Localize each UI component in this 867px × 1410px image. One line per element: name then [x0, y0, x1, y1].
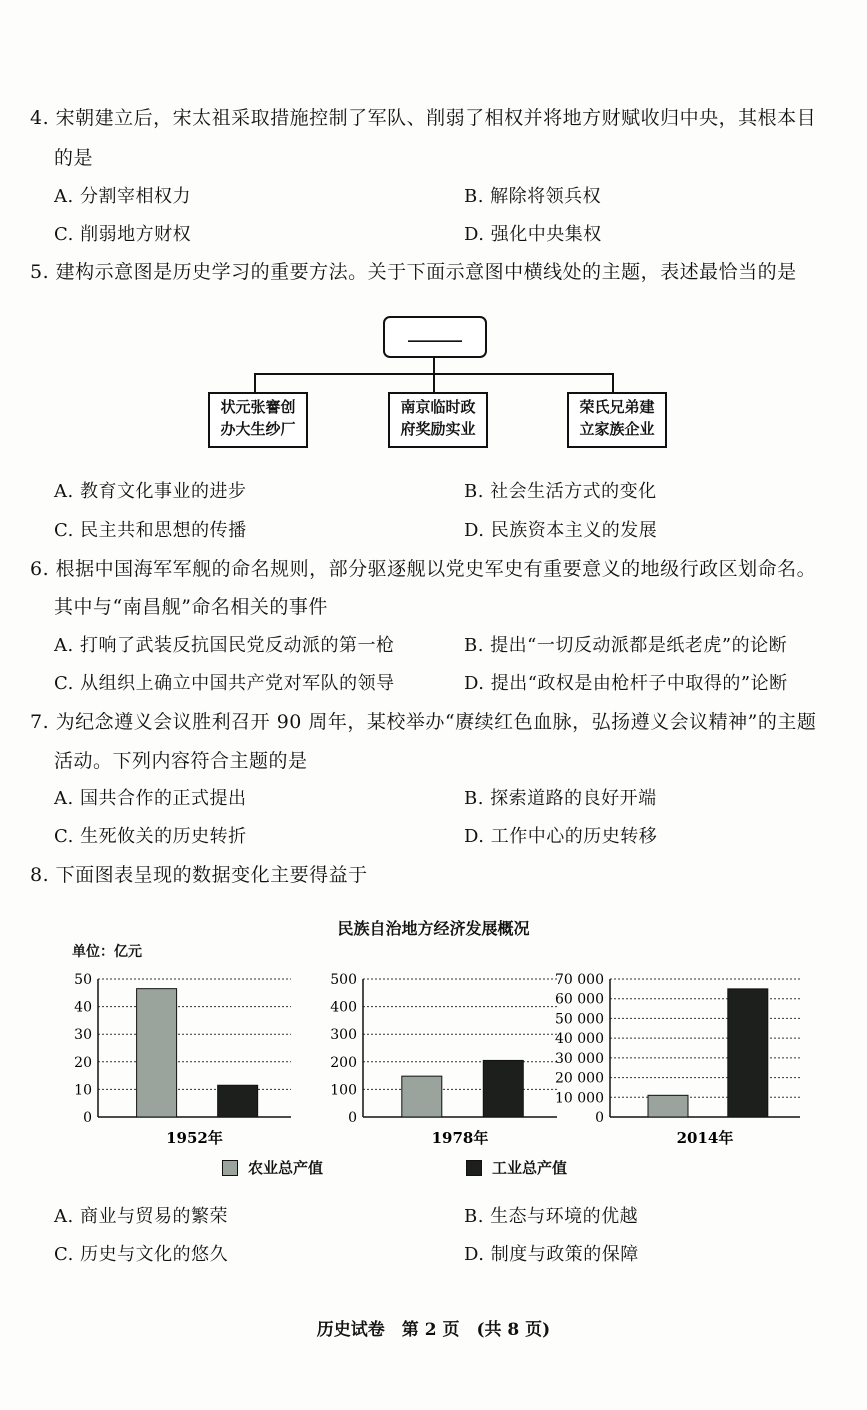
q7-option-a: A. 国共合作的正式提出 [54, 788, 247, 809]
q4-option-a: A. 分割宰相权力 [54, 186, 191, 207]
q8-option-b: B. 生态与环境的优越 [464, 1206, 639, 1227]
q6-option-b: B. 提出“一切反动派都是纸老虎”的论断 [464, 635, 788, 656]
q5-option-c: C. 民主共和思想的传播 [54, 520, 247, 541]
q4-stem-line1: 4. 宋朝建立后，宋太祖采取措施控制了军队、削弱了相权并将地方财赋收归中央，其根本目 [30, 107, 817, 129]
y-tick-label: 60 000 [555, 991, 604, 1008]
q7-option-b: B. 探索道路的良好开端 [464, 788, 657, 809]
q4-option-c: C. 削弱地方财权 [54, 224, 192, 245]
x-category-label: 1978年 [431, 1129, 489, 1147]
q6-option-c: C. 从组织上确立中国共产党对军队的领导 [54, 673, 395, 694]
q8-option-d: D. 制度与政策的保障 [464, 1244, 639, 1265]
diagram-connector-vertical [433, 358, 435, 374]
q5-stem: 5. 建构示意图是历史学习的重要方法。关于下面示意图中横线处的主题，表述最恰当的是 [30, 261, 797, 283]
q4-stem-line2: 的是 [54, 147, 94, 169]
q4-option-b: B. 解除将领兵权 [464, 186, 602, 207]
y-tick-label: 0 [595, 1110, 604, 1126]
bar-agriculture [137, 989, 177, 1117]
q8-stem: 8. 下面图表呈现的数据变化主要得益于 [30, 864, 368, 886]
q4-option-d: D. 强化中央集权 [464, 224, 602, 245]
q7-option-d: D. 工作中心的历史转移 [464, 826, 658, 847]
y-tick-label: 300 [330, 1027, 357, 1044]
y-tick-label: 400 [330, 999, 357, 1016]
chart-panel-2 [555, 972, 800, 1147]
page-footer: 历史试卷 第 2 页 (共 8 页) [316, 1320, 551, 1340]
diagram-leaf-rong-brothers: 荣氏兄弟建 立家族企业 [567, 392, 667, 448]
q7-stem-line1: 7. 为纪念遵义会议胜利召开 90 周年，某校举办“赓续红色血脉，弘扬遵义会议精神”的主题 [30, 711, 817, 733]
diagram-connector-middle [433, 373, 435, 393]
y-tick-label: 50 000 [555, 1011, 604, 1028]
y-tick-label: 0 [83, 1110, 92, 1126]
economy-bar-charts [0, 960, 867, 1160]
y-tick-label: 10 000 [555, 1090, 604, 1107]
y-tick-label: 20 [74, 1054, 92, 1071]
y-tick-label: 200 [330, 1054, 357, 1071]
x-category-label: 2014年 [676, 1129, 734, 1147]
y-tick-label: 10 [74, 1082, 92, 1099]
bar-industry [728, 989, 768, 1117]
diagram-connector-right [612, 373, 614, 393]
diagram-connector-left [254, 373, 256, 393]
y-tick-label: 70 000 [555, 972, 604, 988]
legend-swatch-industry [466, 1160, 482, 1176]
bar-industry [483, 1060, 523, 1117]
q5-option-d: D. 民族资本主义的发展 [464, 520, 658, 541]
legend-label-industry: 工业总产值 [492, 1159, 568, 1177]
bar-agriculture [402, 1076, 442, 1117]
q6-stem-line2: 其中与“南昌舰”命名相关的事件 [54, 596, 328, 618]
diagram-leaf-zhang-jian: 状元张謇创 办大生纱厂 [208, 392, 308, 448]
y-tick-label: 0 [348, 1110, 357, 1126]
y-tick-label: 50 [74, 972, 92, 988]
legend-swatch-agriculture [222, 1160, 238, 1176]
diagram-top-box: ______ [383, 316, 487, 358]
y-tick-label: 40 [74, 999, 92, 1016]
x-category-label: 1952年 [166, 1129, 223, 1147]
y-tick-label: 20 000 [555, 1070, 604, 1087]
q5-option-a: A. 教育文化事业的进步 [54, 481, 247, 502]
y-tick-label: 30 [74, 1027, 92, 1044]
chart-panel-1 [330, 972, 557, 1147]
chart-unit: 单位：亿元 [72, 944, 142, 960]
chart-panel-0 [74, 972, 291, 1147]
q8-option-c: C. 历史与文化的悠久 [54, 1244, 229, 1265]
q8-option-a: A. 商业与贸易的繁荣 [54, 1206, 228, 1227]
legend-agriculture [222, 1157, 323, 1178]
y-tick-label: 40 000 [555, 1031, 604, 1048]
y-tick-label: 500 [330, 972, 357, 988]
q6-option-a: A. 打响了武装反抗国民党反动派的第一枪 [54, 635, 395, 656]
q6-option-d: D. 提出“政权是由枪杆子中取得的”论断 [464, 673, 788, 694]
q7-stem-line2: 活动。下列内容符合主题的是 [54, 750, 308, 772]
bar-agriculture [648, 1095, 688, 1117]
q6-stem-line1: 6. 根据中国海军军舰的命名规则，部分驱逐舰以党史军史有重要意义的地级行政区划命名。 [30, 558, 817, 580]
legend-industry [466, 1157, 567, 1178]
y-tick-label: 30 000 [555, 1050, 604, 1067]
q5-option-b: B. 社会生活方式的变化 [464, 481, 657, 502]
diagram-leaf-nanjing-government: 南京临时政 府奖励实业 [388, 392, 488, 448]
legend-label-agriculture: 农业总产值 [248, 1159, 324, 1177]
bar-industry [218, 1085, 258, 1117]
chart-title: 民族自治地方经济发展概况 [337, 919, 530, 938]
q7-option-c: C. 生死攸关的历史转折 [54, 826, 247, 847]
y-tick-label: 100 [330, 1082, 357, 1099]
